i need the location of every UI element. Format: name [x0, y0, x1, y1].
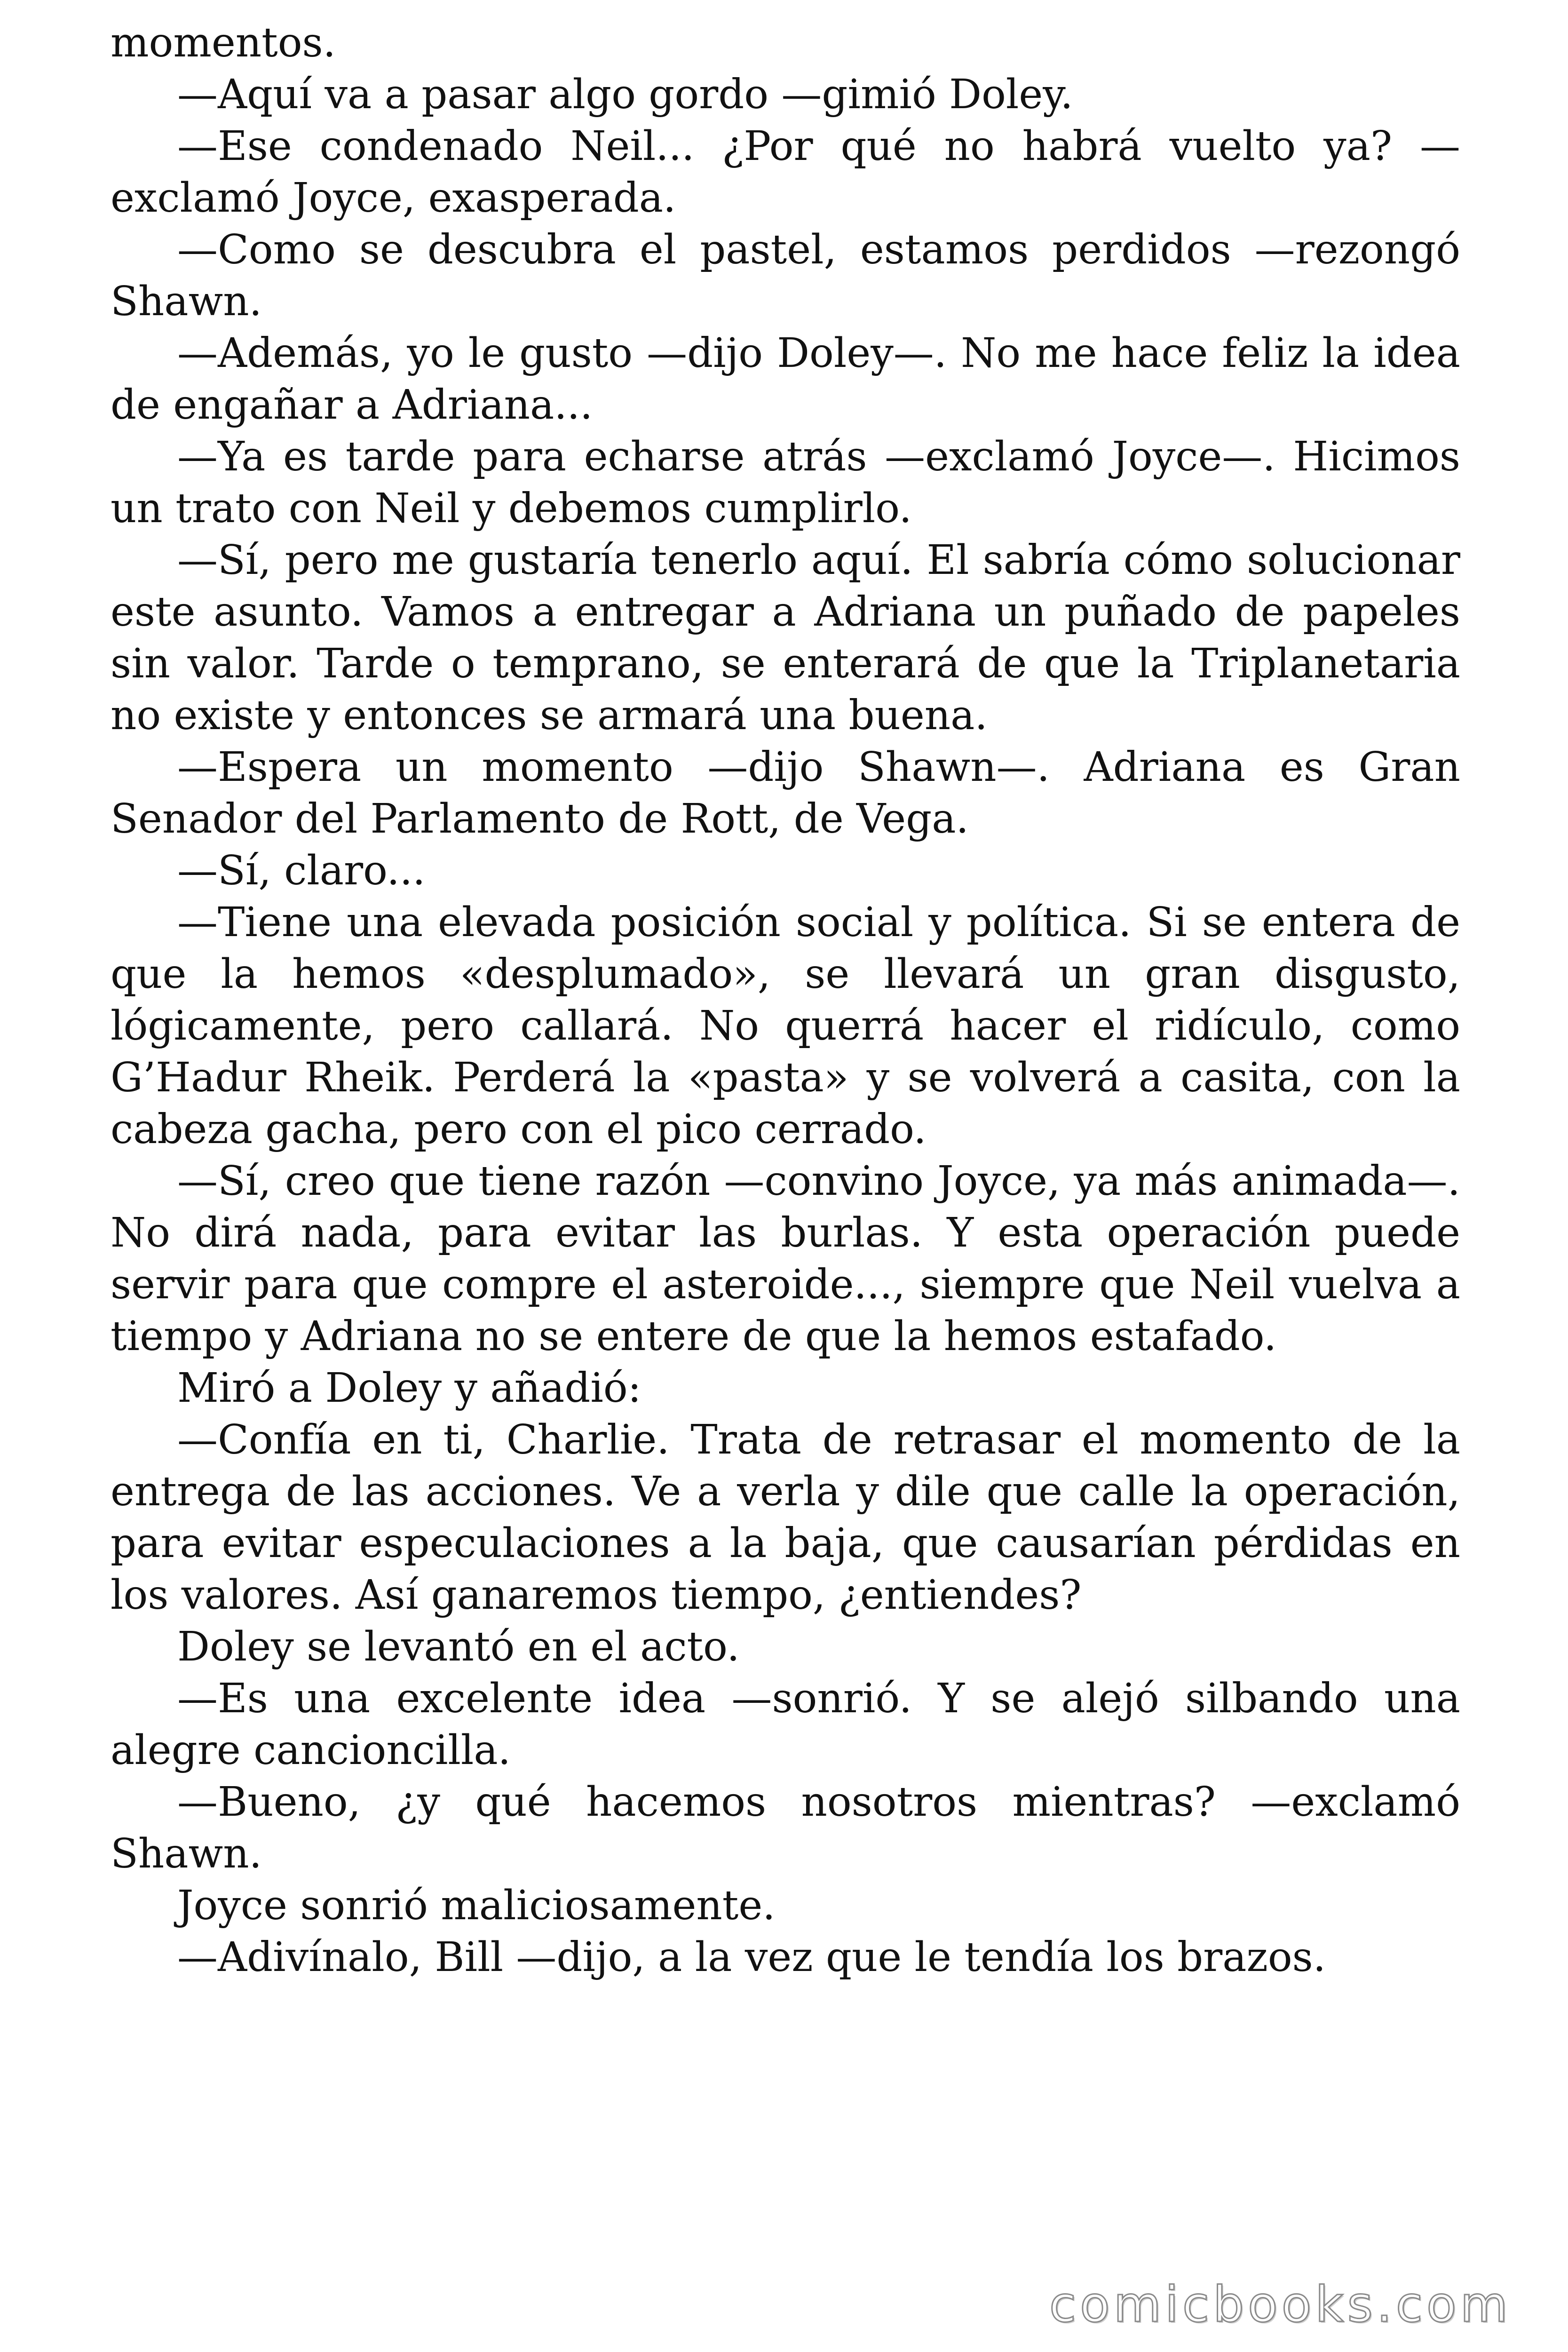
paragraph: —Sí, creo que tiene razón —convino Joyce, ya más animada—. No dirá nada, para evitar las burlas. Y esta operación puede servir para que compre el asteroide..., siempre que Neil vuelva a tiempo y Adriana no se entere de que la hemos estafado. — [111, 1158, 1460, 1360]
paragraph: —Adivínalo, Bill —dijo, a la vez que le tendía los brazos. — [177, 1934, 1326, 1981]
paragraph: —Como se descubra el pastel, estamos perdidos —rezongó Shawn. — [111, 226, 1460, 325]
paragraph: Miró a Doley y añadió: — [177, 1365, 641, 1412]
paragraph: —Sí, pero me gustaría tenerlo aquí. El sabría cómo solucionar este asunto. Vamos a entregar a Adriana un puñado de papeles sin valor. Tarde o temprano, se enterará de que la Triplanetaria no existe y entonces se armará una buena. — [111, 537, 1460, 739]
paragraph: —Espera un momento —dijo Shawn—. Adriana es Gran Senador del Parlamento de Rott, de Vega. — [111, 744, 1460, 842]
paragraph: —Además, yo le gusto —dijo Doley—. No me hace feliz la idea de engañar a Adriana... — [111, 330, 1460, 429]
paragraph: Doley se levantó en el acto. — [177, 1623, 740, 1670]
paragraph: —Tiene una elevada posición social y política. Si se entera de que la hemos «desplumado», se llevará un gran disgusto, lógicamente, pero callará. No querrá hacer el ridículo, como G’Hadur Rheik. Perderá la «pasta» y se volverá a casita, con la cabeza gacha, pero con el pico cerrado. — [111, 899, 1460, 1153]
site-watermark: comicbooks.com — [1049, 2276, 1512, 2333]
paragraph: momentos. — [111, 19, 336, 66]
paragraph: Joyce sonrió maliciosamente. — [177, 1882, 776, 1929]
page-body — [111, 17, 1460, 1983]
paragraph: —Ese condenado Neil... ¿Por qué no habrá vuelto ya? —exclamó Joyce, exasperada. — [111, 123, 1460, 222]
paragraph: —Confía en ti, Charlie. Trata de retrasar el momento de la entrega de las acciones. Ve a verla y dile que calle la operación, para evitar especulaciones a la baja, que causarían pérdidas en los valores. Así ganaremos tiempo, ¿entiendes? — [111, 1416, 1460, 1619]
paragraph: —Aquí va a pasar algo gordo —gimió Doley. — [177, 71, 1073, 118]
paragraph: —Sí, claro... — [177, 847, 426, 894]
paragraph: —Ya es tarde para echarse atrás —exclamó Joyce—. Hicimos un trato con Neil y debemos cumplirlo. — [111, 433, 1460, 532]
paragraph: —Bueno, ¿y qué hacemos nosotros mientras? —exclamó Shawn. — [111, 1779, 1460, 1877]
paragraph: —Es una excelente idea —sonrió. Y se alejó silbando una alegre cancioncilla. — [111, 1675, 1460, 1774]
